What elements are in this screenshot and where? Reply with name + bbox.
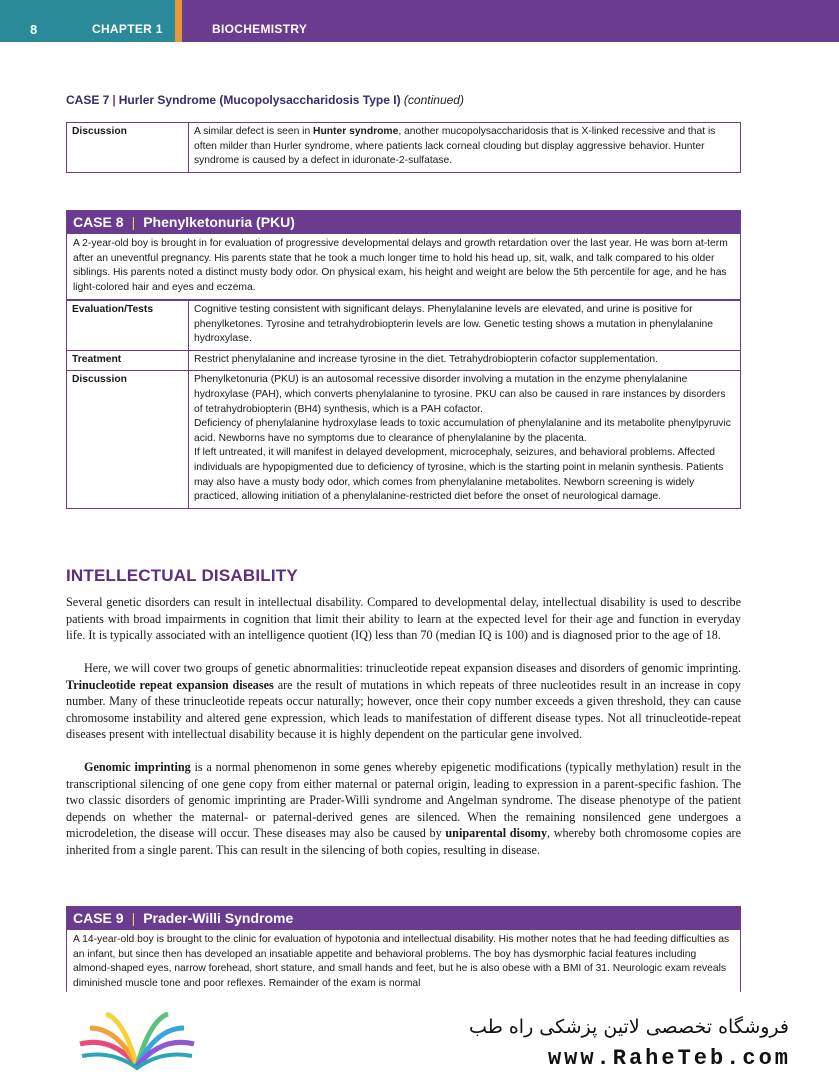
case8-number: CASE 8: [73, 214, 124, 230]
table-row: [67, 350, 741, 371]
case9-intro: A 14-year-old boy is brought to the clinic for evaluation of hypotonia and intellectual disability. His mother notes that he had feeding difficulties as an infant, but since then has developed an insatiable appetite and behavioral problems. The boy has dysmorphic facial features including almond-shaped eyes, narrow forehead, short stature, and small hands and feet, but he is also obese with a BMI of 31. Neurologic exam reveals diminished muscle tone and poor reflexes. Remainder of the exam is normal: [66, 930, 741, 992]
row-label: Discussion: [67, 371, 189, 508]
case8-table: [66, 300, 741, 509]
paragraph-3: Genomic imprinting is a normal phenomenon in some genes whereby epigenetic modifications (typically methylation) result in the transcriptional silencing of one gene copy from either maternal or paternal origin, leading to expression in a parent-specific fashion. The two classic disorders of genomic imprinting are Prader-Willi syndrome and Angelman syndrome. The disease phenotype of the patient depends on whether the maternal- or paternal-derived genes are silenced. When the remaining nonsilenced gene undergoes a microdeletion, the disease will occur. These diseases may also be caused by uniparental disomy, whereby both chromosome copies are inherited from a single parent. This can result in the silencing of both copies, resulting in disease.: [66, 760, 742, 857]
case8-intro: A 2-year-old boy is brought in for evaluation of progressive developmental delays and growth retardation over the last year. He was born at-term after an uneventful pregnancy. His parents state that he took a much longer time to hold his head up, sit, walk, and talk compared to his older siblings. His parents noted a distinct musty body odor. On physical exam, his height and weight are below the 5th percentile for age, and he has light-colored hair and eyes and eczema.: [66, 234, 741, 300]
case7-continued: (continued): [403, 93, 464, 107]
book-logo-icon: [72, 1006, 202, 1072]
case9-name: Prader-Willi Syndrome: [143, 910, 294, 926]
table-row: [67, 371, 741, 508]
footer-persian-text: فروشگاه تخصصی لاتین پزشکی راه طب: [469, 1016, 789, 1038]
case7-number: CASE 7: [66, 93, 110, 107]
case7-divider: |: [112, 93, 116, 107]
bold-term: Hunter syndrome: [313, 126, 399, 137]
bold-term: Genomic imprinting: [84, 760, 191, 774]
bottom-fade: [0, 990, 839, 1000]
case7-heading: [66, 93, 464, 107]
discussion-para-3: If left untreated, it will manifest in delayed development, microcephaly, seizures, and behavioral problems. Affected individuals are hypopigmented due to deficiency of tyrosine, which is the starting point in melanin synthesis. Patients may also have a musty body odor, which comes from phenylalanine metabolites. Newborn screening is widely practiced, allowing initiation of a phenylalanine-restricted diet before the onset of neurological damage.: [194, 447, 724, 503]
case7-name: Hurler Syndrome (Mucopolysaccharidosis Type I): [118, 93, 401, 107]
case8-title-bar: [66, 210, 741, 234]
subject-label: BIOCHEMISTRY: [212, 22, 308, 36]
row-text: [189, 371, 741, 508]
row-text: A similar defect is seen in Hunter syndrome, another mucopolysaccharidosis that is X-linked recessive and that is often milder than Hurler syndrome, where patients lack corneal clouding but display aggressive behavior. Hunter syndrome is caused by a defect in iduronate-2-sulfatase.: [189, 123, 741, 173]
paragraph-1: Several genetic disorders can result in intellectual disability. Compared to developmental delay, intellectual disability is used to describe patients with broad impairments in cognition that limit their ability to learn at the expected level for their age and function in everyday life. It is typically associated with an intelligence quotient (IQ) less than 70 (median IQ is 100) and is diagnosed prior to the age of 18.: [66, 595, 741, 643]
footer-url: www.RaheTeb.com: [547, 1046, 791, 1071]
row-label: Evaluation/Tests: [67, 301, 189, 351]
case9-title-bar: [66, 906, 741, 930]
row-text: Cognitive testing consistent with significant delays. Phenylalanine levels are elevated, and urine is positive for phenylketones. Tyrosine and tetrahydrobiopterin levels are low. Genetic testing shows a mutation in phenylalanine hydroxylase.: [189, 301, 741, 351]
row-label: Discussion: [67, 123, 189, 173]
case7-table: [66, 122, 741, 173]
case8-divider: |: [131, 214, 136, 230]
header-accent-stripe: [175, 0, 182, 42]
discussion-para-2: Deficiency of phenylalanine hydroxylase leads to toxic accumulation of phenylalanine and its metabolite phenylpyruvic acid. Newborns have no symptoms due to clearance of phenylalanine by the placenta.: [194, 418, 731, 444]
row-text: Restrict phenylalanine and increase tyrosine in the diet. Tetrahydrobiopterin cofactor supplementation.: [189, 350, 741, 371]
table-row: [67, 301, 741, 351]
row-label: Treatment: [67, 350, 189, 371]
page-header: [0, 0, 839, 42]
bold-term: uniparental disomy: [445, 826, 548, 841]
case8-name: Phenylketonuria (PKU): [143, 214, 295, 230]
table-row: [67, 123, 741, 173]
chapter-label: CHAPTER 1: [92, 22, 163, 36]
discussion-para-1: Phenylketonuria (PKU) is an autosomal recessive disorder involving a mutation in the enzyme phenylalanine hydroxylase (PAH), which converts phenylalanine to tyrosine. PKU can also be caused in rare instances by disorders of tetrahydrobiopterin (BH4) synthesis, which is a PAH cofactor.: [194, 374, 726, 415]
paragraph-2: Here, we will cover two groups of genetic abnormalities: trinucleotide repeat expansion diseases and disorders of genomic imprinting. Trinucleotide repeat expansion diseases are the result of mutations in which repeats of three nucleotides result in an increase in copy number. Many of these trinucleotide repeats occur naturally; however, once their copy number exceeds a given threshold, they can cause chromosome instability and altered gene expression, which leads to manifestation of different disease types. Not all trinucleotide-repeat diseases present with intellectual disability because it is highly dependent on the particular gene involved.: [66, 661, 741, 742]
page-number: 8: [30, 22, 38, 37]
section-title: INTELLECTUAL DISABILITY: [66, 566, 298, 585]
bold-term: Trinucleotide repeat expansion diseases: [66, 677, 274, 692]
case9-divider: |: [131, 910, 136, 926]
case9-number: CASE 9: [73, 910, 124, 926]
